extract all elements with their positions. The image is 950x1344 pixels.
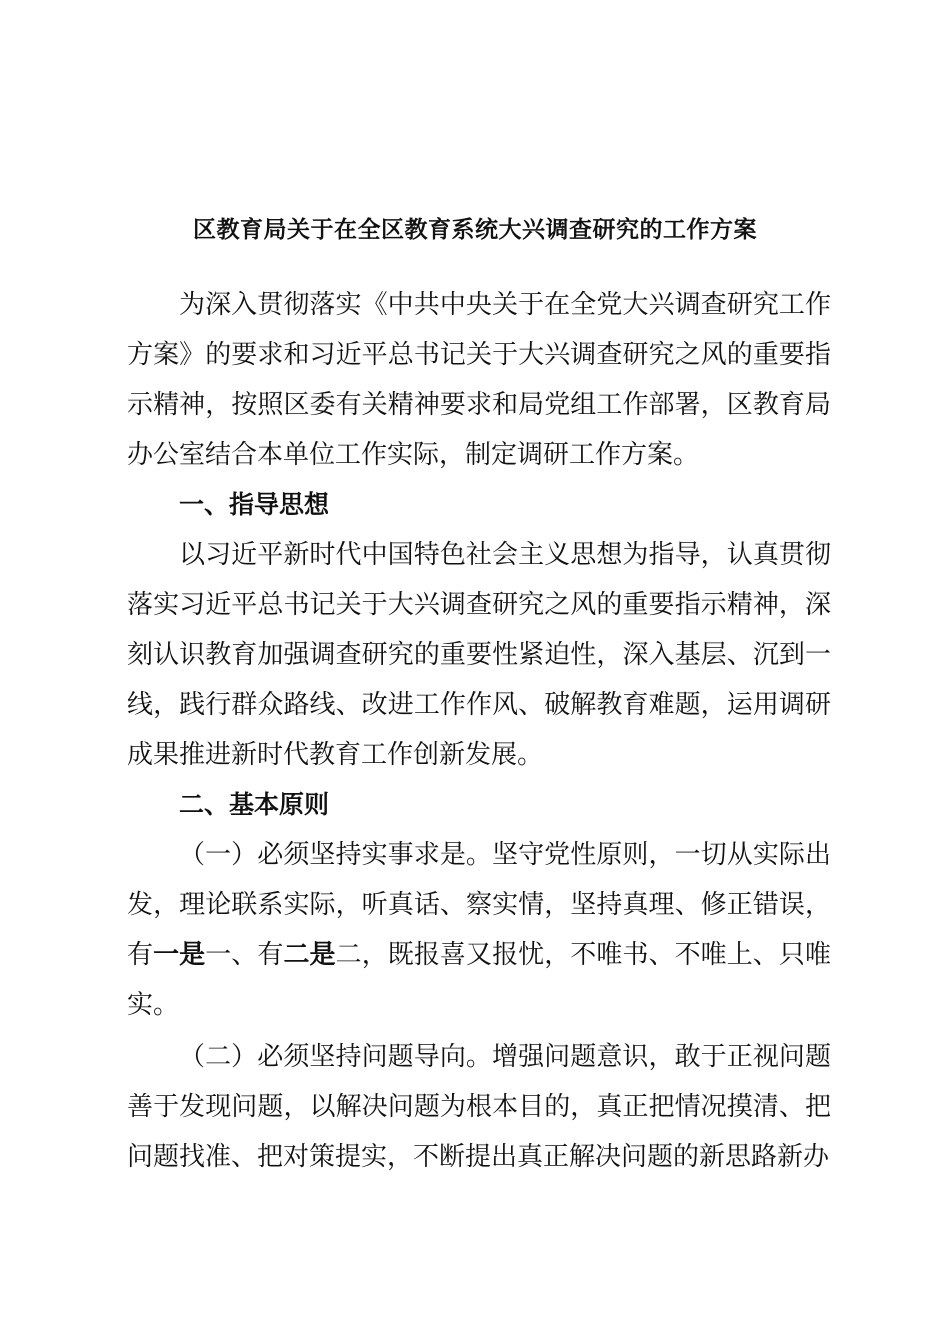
document-body bbox=[127, 280, 831, 1182]
document-title: 区教育局关于在全区教育系统大兴调查研究的工作方案 bbox=[193, 217, 757, 243]
section-heading-basic-principles: 二、基本原则 bbox=[179, 790, 330, 819]
principle-one-bold-2: 二是 bbox=[283, 940, 336, 970]
principle-one-text-d: 二，既报喜又报忧，不唯书、不唯上、只唯实。 bbox=[127, 940, 831, 1020]
principle-one-paragraph bbox=[127, 830, 831, 1030]
principle-one-bold-1: 一是 bbox=[153, 940, 206, 970]
section-heading-guiding-ideology: 一、指导思想 bbox=[179, 490, 330, 519]
intro-paragraph: 为深入贯彻落实《中共中央关于在全党大兴调查研究工作方案》的要求和习近平总书记关于大兴调查研究之风的重要指示精神，按照区委有关精神要求和局党组工作部署，区教育局办公室结合本单位工作实际，制定调研工作方案。 bbox=[127, 290, 831, 470]
principle-two-paragraph: （二）必须坚持问题导向。增强问题意识，敢于正视问题善于发现问题，以解决问题为根本目的，真正把情况摸清、把问题找准、把对策提实，不断提出真正解决问题的新思路新办 bbox=[127, 1042, 831, 1172]
guiding-ideology-paragraph: 以习近平新时代中国特色社会主义思想为指导，认真贯彻落实习近平总书记关于大兴调查研究之风的重要指示精神，深刻认识教育加强调查研究的重要性紧迫性，深入基层、沉到一线，践行群众路线、改进工作作风、破解教育难题，运用调研成果推进新时代教育工作创新发展。 bbox=[127, 540, 831, 770]
principle-one-text-a: （一）必须坚持实事求是。坚守党性原则，一切从实际出发，理论联系实际，听真话、察实情，坚持真理、修正错误，有 bbox=[127, 840, 831, 970]
principle-one-text-c: 一、有 bbox=[205, 940, 284, 970]
